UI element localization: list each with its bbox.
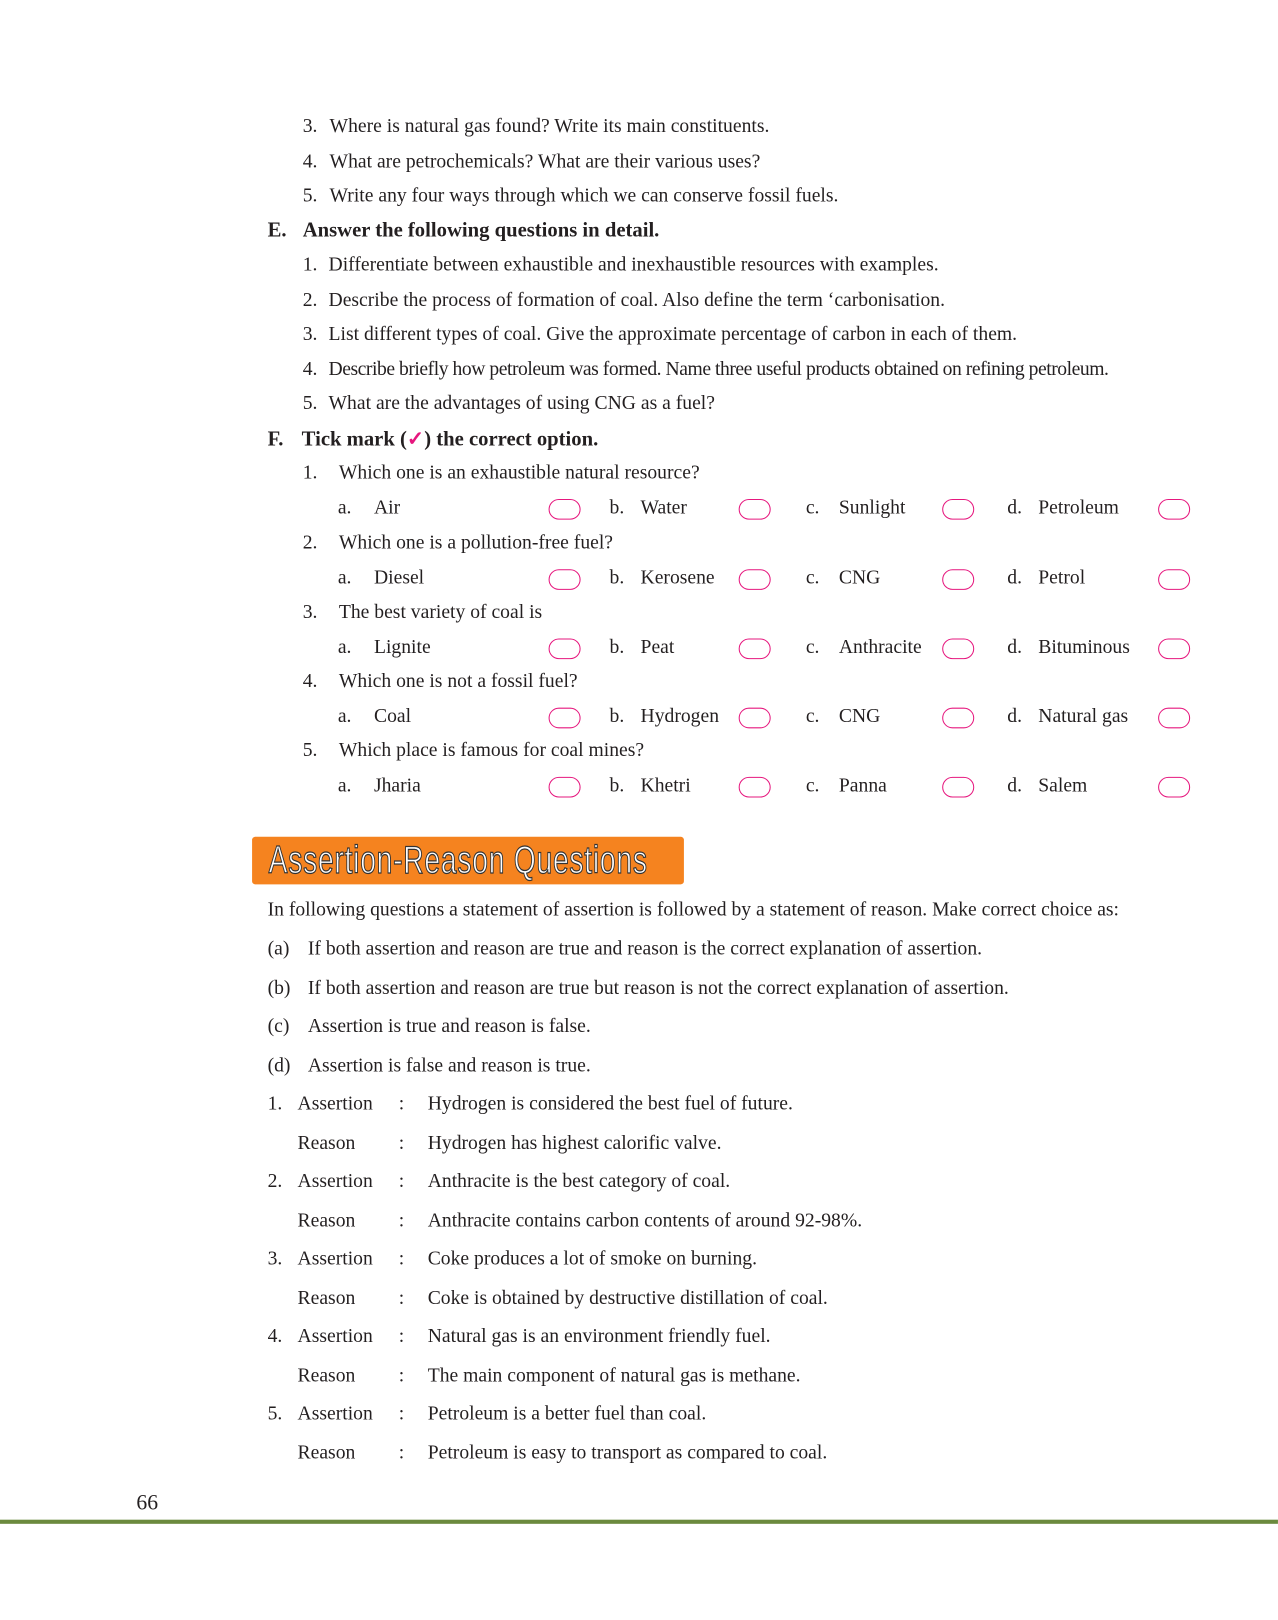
choice-text: Assertion is false and reason is true. <box>307 1054 591 1077</box>
footer-rule <box>0 1520 1278 1524</box>
colon: : <box>398 1247 405 1270</box>
tick-box[interactable] <box>739 638 771 659</box>
option-letter: b. <box>609 567 625 589</box>
ar-intro: In following questions a statement of assertion is followed by a statement of reason. Make correct choice as: <box>267 898 1120 921</box>
tick-box[interactable] <box>1158 499 1190 520</box>
choice-label: (a) <box>267 938 290 960</box>
option-letter: b. <box>609 705 625 728</box>
colon: : <box>398 1209 405 1231</box>
tick-box[interactable] <box>1158 777 1190 798</box>
option-letter: d. <box>1007 496 1022 519</box>
section-e-letter: E. <box>267 219 287 242</box>
section-e-title: Answer the following questions in detail. <box>302 219 660 242</box>
tick-box[interactable] <box>739 708 771 729</box>
question-text: What are petrochemicals? What are their various uses? <box>329 150 761 173</box>
option-label: Anthracite <box>838 636 922 659</box>
option-letter: b. <box>609 774 625 797</box>
colon: : <box>398 1364 405 1386</box>
colon: : <box>398 1093 405 1115</box>
tick-box[interactable] <box>1158 638 1190 659</box>
question-number: 5. <box>302 739 318 762</box>
question-number: 3. <box>302 115 318 138</box>
reason-text: Coke is obtained by destructive distillation of coal. <box>427 1286 828 1309</box>
tick-box[interactable] <box>942 499 974 520</box>
assertion-label: Assertion <box>297 1247 373 1270</box>
tick-box[interactable] <box>739 499 771 520</box>
option-letter: b. <box>609 636 625 659</box>
option-label: Panna <box>838 774 887 797</box>
tick-box[interactable] <box>942 777 974 798</box>
choice-label: (d) <box>267 1054 291 1077</box>
option-letter: d. <box>1007 774 1022 797</box>
reason-label: Reason <box>297 1441 356 1464</box>
option-letter: b. <box>609 496 625 519</box>
reason-text: Hydrogen has highest calorific valve. <box>427 1131 722 1154</box>
option-letter: a. <box>337 636 352 659</box>
question-text: Describe the process of formation of coal. Also define the term ‘carbonisation. <box>328 289 945 311</box>
option-letter: d. <box>1007 705 1022 728</box>
header-title: Assertion-Reason Questions <box>268 838 648 883</box>
question-text: Which one is not a fossil fuel? <box>338 670 578 693</box>
option-letter: c. <box>805 705 820 728</box>
assertion-label: Assertion <box>297 1093 373 1115</box>
option-letter: c. <box>805 496 820 519</box>
assertion-text: Anthracite is the best category of coal. <box>427 1170 731 1193</box>
tick-box[interactable] <box>942 569 974 590</box>
title-text: ) the correct option. <box>424 427 599 451</box>
tick-box[interactable] <box>1158 708 1190 729</box>
question-number: 4. <box>302 358 318 381</box>
tick-box[interactable] <box>739 777 771 798</box>
question-number: 2. <box>302 289 318 311</box>
option-label: Kerosene <box>640 567 715 589</box>
option-label: Coal <box>373 705 412 728</box>
option-label: Khetri <box>640 774 691 797</box>
ar-number: 2. <box>267 1170 283 1193</box>
question-text: List different types of coal. Give the approximate percentage of carbon in each of them. <box>328 323 1018 346</box>
assertion-text: Petroleum is a better fuel than coal. <box>427 1402 707 1425</box>
question-text: Differentiate between exhaustible and inexhaustible resources with examples. <box>328 254 939 276</box>
choice-text: If both assertion and reason are true and reason is the correct explanation of assertion. <box>307 938 983 960</box>
colon: : <box>398 1402 405 1425</box>
tick-box[interactable] <box>549 638 581 659</box>
reason-label: Reason <box>297 1131 356 1154</box>
choice-label: (c) <box>267 1015 290 1038</box>
reason-label: Reason <box>297 1286 356 1309</box>
option-label: Natural gas <box>1038 705 1129 728</box>
tick-box[interactable] <box>942 638 974 659</box>
option-letter: a. <box>337 567 352 589</box>
ar-number: 3. <box>267 1247 283 1270</box>
tick-box[interactable] <box>549 499 581 520</box>
assertion-reason-header <box>252 837 684 885</box>
question-number: 5. <box>302 184 318 207</box>
option-label: Air <box>373 496 401 519</box>
question-text: Which one is a pollution-free fuel? <box>338 532 614 554</box>
question-number: 1. <box>302 461 318 484</box>
option-label: Water <box>640 496 687 519</box>
option-label: Peat <box>640 636 675 659</box>
tick-box[interactable] <box>549 708 581 729</box>
option-label: Petrol <box>1038 567 1086 589</box>
assertion-text: Coke produces a lot of smoke on burning. <box>427 1247 757 1270</box>
question-text: Which place is famous for coal mines? <box>338 739 645 762</box>
assertion-label: Assertion <box>297 1325 373 1348</box>
page-number: 66 <box>136 1489 159 1515</box>
assertion-label: Assertion <box>297 1170 373 1193</box>
colon: : <box>398 1170 405 1193</box>
option-label: Diesel <box>373 567 425 589</box>
option-label: Salem <box>1038 774 1088 797</box>
tick-box[interactable] <box>739 569 771 590</box>
tick-box[interactable] <box>549 777 581 798</box>
question-number: 3. <box>302 323 318 346</box>
colon: : <box>398 1441 405 1464</box>
choice-label: (b) <box>267 977 291 1000</box>
colon: : <box>398 1131 405 1154</box>
option-letter: c. <box>805 567 820 589</box>
option-label: Bituminous <box>1038 636 1130 659</box>
choice-text: Assertion is true and reason is false. <box>307 1015 591 1038</box>
question-number: 4. <box>302 150 318 173</box>
question-text: Describe briefly how petroleum was formed. Name three useful products obtained on refining petroleum. <box>328 358 1109 381</box>
option-letter: c. <box>805 774 820 797</box>
option-letter: a. <box>337 496 352 519</box>
colon: : <box>398 1325 405 1348</box>
section-f-title <box>302 427 599 452</box>
ar-number: 5. <box>267 1402 283 1425</box>
ar-number: 4. <box>267 1325 283 1348</box>
tick-box[interactable] <box>1158 569 1190 590</box>
option-letter: c. <box>805 636 820 659</box>
tick-box[interactable] <box>942 708 974 729</box>
question-number: 2. <box>302 532 318 554</box>
ar-number: 1. <box>267 1093 283 1115</box>
reason-text: The main component of natural gas is methane. <box>427 1364 801 1386</box>
assertion-label: Assertion <box>297 1402 373 1425</box>
option-letter: d. <box>1007 567 1022 589</box>
question-text: The best variety of coal is <box>338 601 543 623</box>
option-label: Jharia <box>373 774 421 797</box>
option-label: Hydrogen <box>640 705 720 728</box>
tick-box[interactable] <box>549 569 581 590</box>
tick-icon: ✓ <box>406 427 425 451</box>
reason-label: Reason <box>297 1364 356 1386</box>
option-letter: a. <box>337 705 352 728</box>
question-text: Where is natural gas found? Write its main constituents. <box>329 115 770 138</box>
colon: : <box>398 1286 405 1309</box>
question-number: 4. <box>302 670 318 693</box>
option-label: Lignite <box>373 636 431 659</box>
question-text: What are the advantages of using CNG as a fuel? <box>328 392 715 415</box>
reason-text: Anthracite contains carbon contents of around 92-98%. <box>427 1209 863 1231</box>
option-letter: a. <box>337 774 352 797</box>
choice-text: If both assertion and reason are true but reason is not the correct explanation of assertion. <box>307 977 1009 1000</box>
reason-label: Reason <box>297 1209 356 1231</box>
option-letter: d. <box>1007 636 1022 659</box>
question-number: 3. <box>302 601 318 623</box>
section-f-letter: F. <box>267 427 284 451</box>
option-label: Petroleum <box>1038 496 1119 519</box>
option-label: CNG <box>838 705 881 728</box>
question-text: Write any four ways through which we can conserve fossil fuels. <box>329 184 839 207</box>
title-text: Tick mark ( <box>301 427 407 451</box>
reason-text: Petroleum is easy to transport as compared to coal. <box>427 1441 828 1464</box>
question-number: 5. <box>302 392 318 415</box>
option-label: Sunlight <box>838 496 906 519</box>
assertion-text: Hydrogen is considered the best fuel of future. <box>427 1093 793 1115</box>
question-number: 1. <box>302 254 318 276</box>
question-text: Which one is an exhaustible natural resource? <box>338 461 700 484</box>
assertion-text: Natural gas is an environment friendly fuel. <box>427 1325 771 1348</box>
option-label: CNG <box>838 567 881 589</box>
